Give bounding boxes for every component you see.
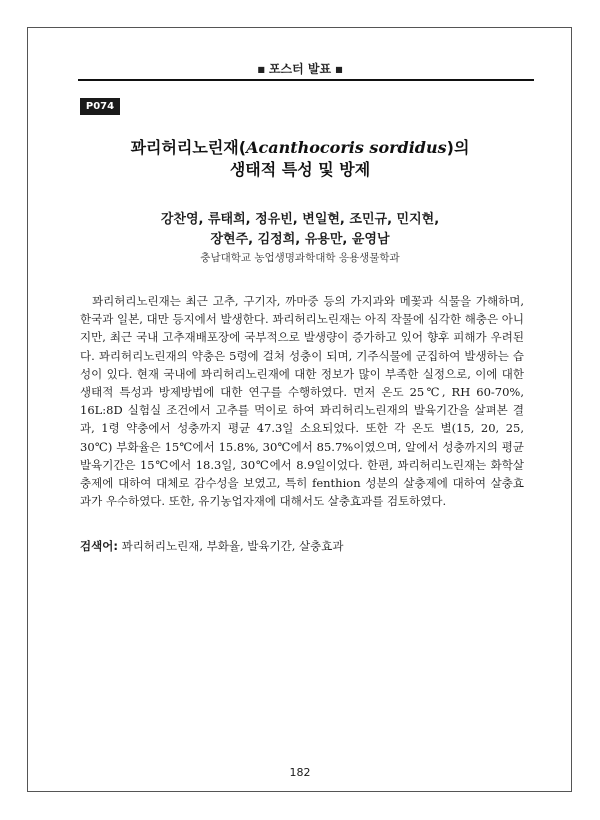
abstract-text: 꽈리허리노린재는 최근 고추, 구기자, 까마중 등의 가지과와 메꽃과 식물을 가해하며, 한국과 일본, 대만 등지에서 발생한다. 꽈리허리노린재는 아직 작물에 심각한 해충은 아니지만, 최근 국내 고추재배포장에 국부적으로 발생량이 증가하고 있어 향후 피해가 우려된다. 꽈리허리노린재의 약충은 5령에 걸쳐 성충이 되며, 기주식물에 군집하여 발생하는 습성이 있다. 현재 국내에 꽈리허리노린재에 대한 정보가 많이 부족한 실정으로, 이에 대한 생태적 특성과 방제방법에 대한 연구를 수행하였다. 먼저 온도 25℃, RH 60-70%, 16L:8D 실험실 조건에서 고추를 먹이로 하여 꽈리허리노린재의 발육기간을 살펴본 결과, 1령 약충에서 성충까지 평균 47.3일 소요되었다. 또한 각 온도 별(15, 20, 25, 30℃) 부화율은 15℃에서 15.8%, 30℃에서 85.7%이였으며, 알에서 성충까지의 평균발육기간은 15℃에서 18.3일, 30℃에서 8.9일이었다. 한편, 꽈리허리노린재는 화학살충제에 대하여 대체로 감수성을 보였고, 특히 fenthion 성분의 살충제에 대하여 살충효과가 우수하였다. 또한, 유기농업자재에 대해서도 살충효과를 검토하였다. <box>80 294 524 509</box>
header-rule <box>78 79 534 81</box>
section-header <box>0 60 600 77</box>
authors-line2: 장현주, 김정희, 유용만, 윤영남 <box>210 232 390 247</box>
paper-title-line1 <box>0 135 600 158</box>
keywords-list: 꽈리허리노린재, 부화율, 발육기간, 살충효과 <box>121 539 344 553</box>
title-scientific-name: Acanthocoris sordidus <box>246 138 447 157</box>
page-number: 182 <box>289 766 311 779</box>
title-suffix: )의 <box>446 138 470 157</box>
authors-line1: 강찬영, 류태희, 정유빈, 변일현, 조민규, 민지현, <box>160 212 440 227</box>
paper-id-badge: P074 <box>80 98 120 115</box>
square-bullet-icon: ■ <box>335 65 343 74</box>
paper-title-line2: 생태적 특성 및 방제 <box>229 160 371 179</box>
affiliation: 충남대학교 농업생명과학대학 응용생물학과 <box>200 252 400 264</box>
title-korean: 꽈리허리노린재( <box>130 138 247 157</box>
square-bullet-icon: ■ <box>257 65 265 74</box>
section-label-text: 포스터 발표 <box>268 62 332 76</box>
keywords <box>80 538 344 554</box>
keywords-label: 검색어: <box>80 539 118 553</box>
